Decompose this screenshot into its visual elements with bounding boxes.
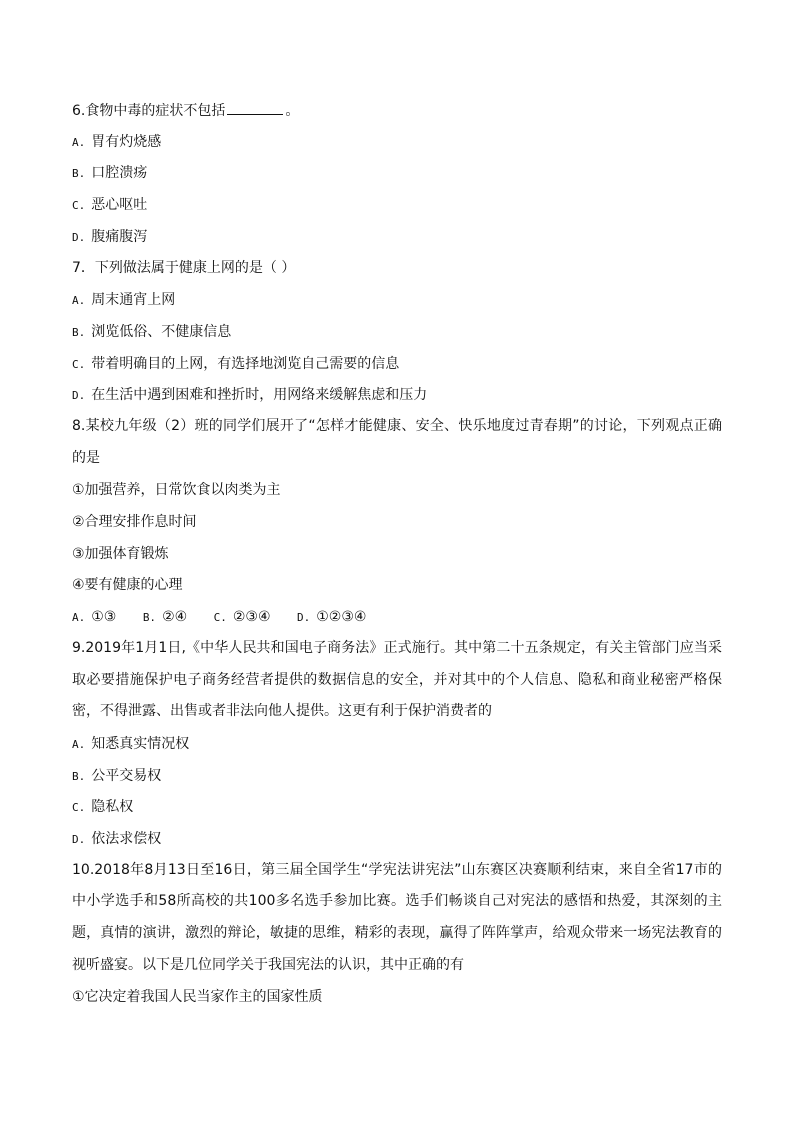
option-text: 公平交易权: [91, 767, 162, 784]
question-6-option-b: [72, 163, 722, 183]
question-9-stem: 9.2019年1月1日,《中华人民共和国电子商务法》正式施行。其中第二十五条规定，有关主管部门应当采取必要措施保护电子商务经营者提供的数据信息的安全，并对其中的个人信息、隐私和商业秘密严格保密，不得泄露、出售或者非法向他人提供。这更有利于保护消费者的: [72, 639, 722, 720]
answer-blank: [227, 100, 283, 115]
question-6-option-c: [72, 195, 722, 215]
option-letter: A.: [72, 737, 86, 751]
option-letter: A.: [72, 294, 86, 308]
question-10-stem: 10.2018年8月13日至16日，第三届全国学生“学宪法讲宪法”山东赛区决赛顺利结束，来自全省17市的中小学选手和58所高校的共100多名选手参加比赛。选手们畅谈自己对宪法的感悟和热爱，其深刻的主题，真情的演讲，激烈的辩论，敏捷的思维，精彩的表现，赢得了阵阵掌声，给观众带来一场宪法教育的视听盛宴。以下是几位同学关于我国宪法的认识，其中正确的有: [72, 861, 722, 973]
option-letter: D.: [72, 389, 86, 403]
question-9-option-b: [72, 766, 722, 786]
question-8-option-d: [297, 607, 366, 628]
option-letter: C.: [72, 199, 86, 213]
question-7-option-c: [72, 354, 722, 374]
question-6-stem-text: 6.食物中毒的症状不包括: [72, 103, 226, 119]
option-letter: A.: [72, 135, 86, 149]
option-letter: D.: [296, 611, 311, 625]
question-8-statement-1: ①加强营养，日常饮食以肉类为主: [72, 482, 281, 499]
option-text: 带着明确目的上网，有选择地浏览自己需要的信息: [91, 355, 400, 372]
question-9-option-d: [72, 829, 722, 849]
option-text: ①②③④: [316, 609, 367, 626]
option-letter: D.: [72, 832, 86, 846]
question-7-option-b: [72, 322, 722, 342]
option-text: 依法求偿权: [91, 830, 162, 847]
option-text: 周末通宵上网: [91, 292, 176, 309]
question-9-option-c: [72, 797, 722, 817]
question-8-statement-4: ④要有健康的心理: [72, 577, 183, 594]
question-8-statement-2: ②合理安排作息时间: [72, 513, 197, 530]
question-7-option-a: [72, 290, 722, 310]
option-text: 浏览低俗、不健康信息: [91, 323, 232, 340]
option-text: 腹痛腹泻: [91, 228, 148, 245]
option-text: 知悉真实情况权: [91, 735, 190, 752]
option-text: 隐私权: [91, 799, 134, 816]
option-letter: B.: [72, 325, 86, 339]
question-7-stem: 7．下列做法属于健康上网的是（ ）: [72, 260, 296, 277]
option-letter: C.: [72, 801, 86, 815]
option-text: ①③: [91, 609, 117, 626]
option-text: 在生活中遇到困难和挫折时，用网络来缓解焦虑和压力: [91, 387, 428, 404]
question-8-option-b: [143, 607, 187, 628]
question-6-option-d: [72, 227, 722, 247]
question-9-option-a: [72, 734, 722, 754]
option-text: ②③④: [232, 609, 271, 626]
question-8-statement-3: ③加强体育锻炼: [72, 545, 169, 562]
option-letter: B.: [142, 611, 157, 625]
option-text: 口腔溃疡: [91, 165, 148, 182]
question-7-option-d: [72, 385, 722, 405]
option-letter: D.: [72, 230, 86, 244]
question-6-option-a: [72, 132, 722, 152]
option-text: 胃有灼烧感: [91, 133, 162, 150]
question-10-statement-1: ①它决定着我国人民当家作主的国家性质: [72, 989, 323, 1006]
question-8-option-c: [214, 607, 271, 628]
question-8-options: [72, 607, 722, 627]
question-8-stem: 8.某校九年级（2）班的同学们展开了“怎样才能健康、安全、快乐地度过青春期”的讨论，下列观点正确的是: [72, 418, 722, 466]
question-6-stem: [72, 100, 722, 120]
option-text: 恶心呕吐: [91, 197, 148, 214]
option-letter: A.: [72, 611, 86, 625]
option-text: ②④: [162, 609, 188, 626]
option-letter: C.: [213, 611, 227, 625]
option-letter: B.: [72, 769, 86, 783]
option-letter: B.: [72, 167, 86, 181]
option-letter: C.: [72, 357, 86, 371]
question-8-option-a: [72, 607, 116, 628]
question-6-stem-end: 。: [285, 103, 300, 119]
page-content: [72, 100, 722, 1019]
